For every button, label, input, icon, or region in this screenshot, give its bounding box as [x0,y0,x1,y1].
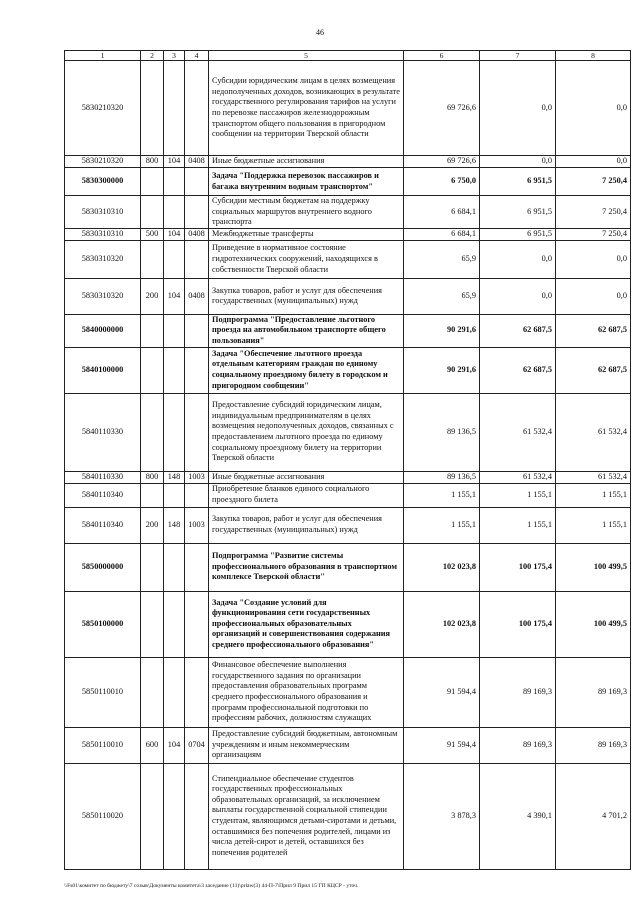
row-rz-cell [164,314,185,347]
row-code-cell: 5830300000 [65,168,141,196]
table-row [65,543,631,591]
row-rz-cell [164,61,185,156]
row-code-cell: 5830310320 [65,278,141,314]
row-pr-cell [185,657,209,727]
row-ved-cell: 200 [141,507,164,543]
table-row [65,471,631,483]
row-value-year2-cell: 6 951,5 [480,168,556,196]
row-rz-cell [164,483,185,507]
row-ved-cell: 500 [141,228,164,240]
row-value-year1-cell: 102 023,8 [404,543,480,591]
row-value-year2-cell: 0,0 [480,278,556,314]
row-rz-cell: 104 [164,278,185,314]
table-row [65,483,631,507]
row-rz-cell [164,347,185,393]
row-code-cell: 5850110010 [65,657,141,727]
row-pr-cell [185,543,209,591]
table-row [65,61,631,156]
row-pr-cell [185,61,209,156]
row-value-year1-cell: 91 594,4 [404,727,480,763]
row-value-year2-cell: 1 155,1 [480,483,556,507]
row-name-cell: Предоставление субсидий бюджетным, автономным учреждениям и иным некоммерческим организациям [209,727,404,763]
header-cell: 1 [65,51,141,61]
row-rz-cell: 104 [164,228,185,240]
row-value-year1-cell: 69 726,6 [404,156,480,168]
row-name-cell: Субсидии местным бюджетам на поддержку социальных маршрутов внутреннего водного транспорта [209,196,404,229]
row-value-year3-cell: 61 532,4 [556,471,631,483]
row-value-year3-cell: 100 499,5 [556,543,631,591]
row-code-cell: 5850110010 [65,727,141,763]
row-value-year3-cell: 7 250,4 [556,168,631,196]
row-value-year1-cell: 65,9 [404,278,480,314]
row-ved-cell [141,61,164,156]
row-pr-cell [185,347,209,393]
row-name-cell: Субсидии юридическим лицам в целях возмещения недополученных доходов, возникающих в результате государственного регулирования тарифов на услуги по перевозке пассажиров железнодорожным транспортом общего пользования в пригородном сообщении на территории Тверской области [209,61,404,156]
row-value-year3-cell: 4 701,2 [556,763,631,869]
row-name-cell: Подпрограмма "Развитие системы профессионального образования в транспортном комплексе Тверской области" [209,543,404,591]
header-cell: 7 [480,51,556,61]
row-pr-cell: 0408 [185,228,209,240]
row-value-year1-cell: 89 136,5 [404,393,480,471]
table-header-row [65,51,631,61]
row-value-year3-cell: 100 499,5 [556,591,631,657]
row-pr-cell: 1003 [185,471,209,483]
table-row [65,657,631,727]
row-value-year2-cell: 61 532,4 [480,393,556,471]
row-code-cell: 5840110330 [65,393,141,471]
row-ved-cell [141,196,164,229]
row-code-cell: 5830210320 [65,156,141,168]
row-value-year3-cell: 1 155,1 [556,507,631,543]
row-value-year2-cell: 4 390,1 [480,763,556,869]
row-rz-cell [164,168,185,196]
row-value-year2-cell: 100 175,4 [480,543,556,591]
row-pr-cell [185,393,209,471]
row-rz-cell [164,543,185,591]
row-code-cell: 5850000000 [65,543,141,591]
row-name-cell: Закупка товаров, работ и услуг для обеспечения государственных (муниципальных) нужд [209,278,404,314]
row-ved-cell [141,763,164,869]
row-rz-cell: 148 [164,471,185,483]
row-ved-cell [141,347,164,393]
row-value-year3-cell: 89 169,3 [556,657,631,727]
row-pr-cell [185,763,209,869]
row-value-year2-cell: 61 532,4 [480,471,556,483]
row-code-cell: 5840100000 [65,347,141,393]
row-value-year1-cell: 69 726,6 [404,61,480,156]
header-cell: 5 [209,51,404,61]
row-ved-cell [141,483,164,507]
row-value-year1-cell: 6 750,0 [404,168,480,196]
row-pr-cell [185,168,209,196]
table-row [65,314,631,347]
row-value-year3-cell: 62 687,5 [556,314,631,347]
row-rz-cell [164,657,185,727]
row-code-cell: 5840110340 [65,483,141,507]
row-rz-cell: 148 [164,507,185,543]
row-ved-cell: 600 [141,727,164,763]
row-pr-cell: 0704 [185,727,209,763]
table-row [65,347,631,393]
row-value-year1-cell: 89 136,5 [404,471,480,483]
table-row [65,156,631,168]
row-ved-cell: 800 [141,471,164,483]
row-name-cell: Задача "Создание условий для функционирования сети государственных профессиональных образовательных организаций и совершенствования содержания среднего профессионального образования" [209,591,404,657]
row-value-year3-cell: 7 250,4 [556,228,631,240]
row-value-year1-cell: 6 684,1 [404,228,480,240]
row-value-year1-cell: 90 291,6 [404,314,480,347]
row-pr-cell: 1003 [185,507,209,543]
row-ved-cell: 800 [141,156,164,168]
row-value-year3-cell: 1 155,1 [556,483,631,507]
row-code-cell: 5840110340 [65,507,141,543]
row-code-cell: 5830210320 [65,61,141,156]
header-cell: 3 [164,51,185,61]
row-code-cell: 5830310310 [65,228,141,240]
row-ved-cell [141,543,164,591]
row-ved-cell [141,240,164,278]
row-name-cell: Задача "Обеспечение льготного проезда отдельным категориям граждан по единому социальному проездному билету в городском и пригородном сообщении" [209,347,404,393]
row-value-year2-cell: 1 155,1 [480,507,556,543]
row-rz-cell [164,763,185,869]
header-cell: 6 [404,51,480,61]
page-number: 46 [316,28,324,37]
row-ved-cell [141,591,164,657]
table-row [65,727,631,763]
row-value-year1-cell: 102 023,8 [404,591,480,657]
table-row [65,763,631,869]
row-value-year1-cell: 1 155,1 [404,483,480,507]
row-rz-cell [164,240,185,278]
table-row [65,507,631,543]
row-value-year2-cell: 0,0 [480,61,556,156]
row-pr-cell [185,591,209,657]
row-value-year1-cell: 1 155,1 [404,507,480,543]
row-rz-cell [164,196,185,229]
row-value-year2-cell: 0,0 [480,240,556,278]
row-value-year1-cell: 65,9 [404,240,480,278]
row-code-cell: 5830310320 [65,240,141,278]
header-cell: 2 [141,51,164,61]
row-name-cell: Задача "Поддержка перевозок пассажиров и багажа внутренним водным транспортом" [209,168,404,196]
row-code-cell: 5840110330 [65,471,141,483]
row-rz-cell: 104 [164,727,185,763]
row-rz-cell [164,591,185,657]
table-row [65,591,631,657]
row-name-cell: Приобретение бланков единого социального проездного билета [209,483,404,507]
row-value-year2-cell: 62 687,5 [480,347,556,393]
row-name-cell: Финансовое обеспечение выполнения государственного задания по организации предоставления образовательных программ среднего профессионального образования и программ профессиональной подготовки по профессиям рабочих, должностям служащих [209,657,404,727]
row-value-year2-cell: 89 169,3 [480,727,556,763]
row-pr-cell [185,240,209,278]
row-name-cell: Стипендиальное обеспечение студентов государственных профессиональных образовательных организаций, за исключением выплаты государственной социальной стипендии студентам, являющимся детьми-сиротами и детьми, оставшимися без попечения родителей, лицами из числа детей-сирот и детей, оставшихся без попечения родителей [209,763,404,869]
row-value-year3-cell: 0,0 [556,278,631,314]
header-cell: 8 [556,51,631,61]
row-value-year3-cell: 0,0 [556,156,631,168]
row-value-year1-cell: 3 878,3 [404,763,480,869]
row-name-cell: Иные бюджетные ассигнования [209,156,404,168]
footer-file-path: \\Fs01\комитет по бюджету\7 созыв\Документы комитета\3 заседание (11)\prlaw(3) 44-П-7\Прил 9 Прил 15 ГП КЦСР - уточ. [64,883,359,889]
row-value-year3-cell: 61 532,4 [556,393,631,471]
row-value-year1-cell: 91 594,4 [404,657,480,727]
row-name-cell: Подпрограмма "Предоставление льготного проезда на автомобильном транспорте общего пользования" [209,314,404,347]
row-value-year3-cell: 62 687,5 [556,347,631,393]
row-pr-cell: 0408 [185,156,209,168]
row-ved-cell: 200 [141,278,164,314]
row-code-cell: 5850100000 [65,591,141,657]
table-row [65,196,631,229]
row-value-year3-cell: 0,0 [556,240,631,278]
row-code-cell: 5840000000 [65,314,141,347]
row-name-cell: Межбюджетные трансферты [209,228,404,240]
budget-table [64,50,631,870]
row-pr-cell [185,483,209,507]
row-ved-cell [141,393,164,471]
row-value-year3-cell: 7 250,4 [556,196,631,229]
row-value-year2-cell: 100 175,4 [480,591,556,657]
row-rz-cell: 104 [164,156,185,168]
row-pr-cell [185,196,209,229]
row-name-cell: Закупка товаров, работ и услуг для обеспечения государственных (муниципальных) нужд [209,507,404,543]
row-value-year2-cell: 62 687,5 [480,314,556,347]
table-row [65,393,631,471]
row-value-year2-cell: 89 169,3 [480,657,556,727]
row-ved-cell [141,657,164,727]
row-ved-cell [141,314,164,347]
row-code-cell: 5850110020 [65,763,141,869]
row-value-year1-cell: 6 684,1 [404,196,480,229]
row-name-cell: Приведение в нормативное состояние гидротехнических сооружений, находящихся в собственности Тверской области [209,240,404,278]
header-cell: 4 [185,51,209,61]
row-value-year2-cell: 0,0 [480,156,556,168]
row-pr-cell: 0408 [185,278,209,314]
table-row [65,168,631,196]
row-pr-cell [185,314,209,347]
row-value-year2-cell: 6 951,5 [480,196,556,229]
row-value-year3-cell: 89 169,3 [556,727,631,763]
row-value-year3-cell: 0,0 [556,61,631,156]
row-name-cell: Иные бюджетные ассигнования [209,471,404,483]
row-rz-cell [164,393,185,471]
row-name-cell: Предоставление субсидий юридическим лицам, индивидуальным предпринимателям в целях возмещения недополученных доходов, связанных с предоставлением льготного проезда по единому социальному проездному билету на территории Тверской области [209,393,404,471]
table-row [65,240,631,278]
table-row [65,278,631,314]
row-value-year1-cell: 90 291,6 [404,347,480,393]
row-code-cell: 5830310310 [65,196,141,229]
table-row [65,228,631,240]
row-ved-cell [141,168,164,196]
row-value-year2-cell: 6 951,5 [480,228,556,240]
